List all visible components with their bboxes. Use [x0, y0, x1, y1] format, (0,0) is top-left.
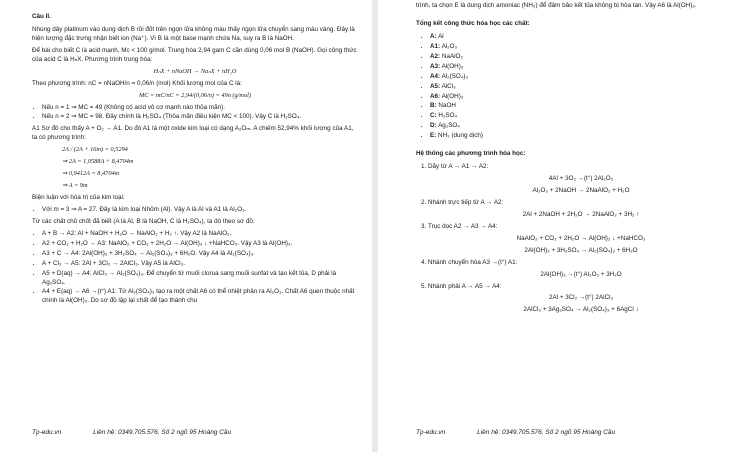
list-item: • A4 + E(aq) → A6 →(t°) A1: Từ Al₂(SO₄)₃ tạo ra một chất A6 có thể nhiệt phân ra Al₂O₃. Chất A6 quen thuộc nhất chính là Al(OH)₃. Do sơ đồ lặp lại chất để tạo thành chu	[42, 288, 358, 306]
paragraph-1: Nhúng dây platinum vào dung dịch B rồi đốt trên ngọn lửa không màu thấy ngọn lửa chuyển sang màu vàng. Đây là hiện tượng đặc trưng nhận biết ion (Na⁺). Vì B là một base mạnh chứa Na, suy ra B là NaOH.	[32, 25, 355, 42]
equation: 2AlCl₃ + 3Ag₂SO₄ → Al₂(SO₄)₃ + 6AgCl ↓	[523, 306, 639, 314]
math-line: ⇒ A = 9m	[62, 182, 88, 190]
summary-title: Tổng kết công thức hóa học các chất:	[416, 19, 530, 27]
list-item: • A2: NaAlO₂	[430, 53, 734, 62]
left-page	[0, 0, 372, 452]
list-item	[428, 223, 734, 256]
list-item	[428, 163, 734, 196]
right-content	[416, 2, 734, 318]
list-item	[428, 283, 734, 316]
list-item: • A + B → A2: Al + NaOH + H₂O → NaAlO₂ + H₂ ↑. Vậy A2 là NaAlO₂.	[42, 230, 358, 239]
item-label: Nhánh chuyển hóa A3 →(t°) A1:	[428, 258, 518, 266]
list-item: • A6: Al(OH)₃	[430, 93, 734, 102]
left-content	[32, 13, 358, 309]
list-item: • E: NH₃ (dung dịch)	[430, 132, 734, 141]
list-item: • A + Cl₂ → A5: 2Al + 3Cl₂ → 2AlCl₃. Vậy A5 là AlCl₃.	[42, 260, 358, 269]
list-item	[428, 259, 734, 280]
equation: 2Al(OH)₃ →(t°) Al₂O₃ + 3H₂O	[540, 270, 622, 278]
footer-contact: Liên hệ: 0349.705.576. Số 2 ngõ 95 Hoàng Cầu	[93, 428, 232, 436]
item-label: Nhánh trực tiếp từ A → A2:	[428, 198, 504, 206]
right-page	[378, 0, 750, 452]
section-title: Câu II.	[32, 13, 51, 20]
list-item: • D: Ag₂SO₄	[430, 122, 734, 131]
paragraph-3: Theo phương trình: nC = nNaOH/n = 0,06/n (mol) Khối lượng mol của C là:	[32, 79, 242, 87]
equation-neutralization: HₙX + nNaOH → NaₙX + nH₂O	[153, 67, 237, 75]
paragraph-top: trình, ta chọn E là dung dịch amoniac (NH₃) để đảm bảo kết tủa không bị hòa tan. Vậy A6 là Al(OH)₃.	[416, 2, 697, 9]
list-item: • Với m = 3 ⇒ A = 27. Đây là kim loại Nhôm (Al). Vậy A là Al và A1 là Al₂O₃.	[42, 206, 358, 215]
math-line: ⇒ 0,9412A = 8,4704m	[62, 170, 120, 178]
item-label: Dãy từ A → A1 → A2:	[428, 163, 489, 171]
math-line: ⇒ 2A = 1,0588A + 8,4704m	[62, 158, 134, 166]
system-title: Hệ thống các phương trình hóa học:	[416, 150, 526, 158]
math-line: 2A / (2A + 16m) = 0,5294	[62, 146, 128, 154]
equation-molar-mass: MC = mC/nC = 2,94/(0,06/n) = 49n (g/mol)	[139, 91, 251, 99]
equation: 4Al + 3O₂ →(t°) 2Al₂O₃	[548, 175, 614, 183]
equation: Al₂O₃ + 2NaOH → 2NaAlO₂ + H₂O	[532, 187, 630, 194]
list-item: • A5: AlCl₃	[430, 83, 734, 92]
footer-site-link[interactable]: Tp-edu.vn	[416, 428, 446, 436]
list-item: • A1: Al₂O₃	[430, 43, 734, 52]
case-list-n	[32, 104, 358, 123]
equation: 2Al(OH)₃ + 3H₂SO₄ → Al₂(SO₄)₃ + 6H₂O	[524, 246, 638, 254]
summary-list	[420, 33, 734, 141]
footer-site-link[interactable]: Tp-edu.vn	[32, 428, 62, 436]
equation: 2Al + 2NaOH + 2H₂O → 2NaAlO₂ + 3H₂ ↑	[522, 210, 640, 218]
paragraph-2: Để bài cho biết C là acid mạnh, Mc < 100 g/mol. Trung hòa 2,94 gam C cần dùng 0,06 mol B (NaOH). Gọi công thức của acid C là HₙX. Phương trình trung hòa:	[32, 46, 357, 63]
right-footer	[416, 428, 615, 437]
list-item	[428, 199, 734, 220]
list-item: • A3 + C → A4: 2Al(OH)₃ + 3H₂SO₄ → Al₂(SO₄)₃ + 6H₂O. Vậy A4 là Al₂(SO₄)₃.	[42, 250, 358, 259]
list-item: • Nếu n = 1 ⇒ MC = 49 (Không có acid vô cơ mạnh nào thỏa mãn).	[42, 104, 358, 113]
paragraph-4: A1 Sơ đồ cho thấy A + O₂ → A1. Do đó A1 là một oxide kim loại có dạng A₂Oₘ. A chiếm 52,94% khối lượng của A1, ta có phương trình:	[32, 125, 354, 142]
equation: 2Al + 3Cl₂ →(t°) 2AlCl₃	[548, 294, 614, 302]
list-item: • Nếu n = 2 ⇒ MC = 98. Đây chính là H₂SO₄ (Thỏa mãn điều kiện MC < 100). Vậy C là H₂SO₄.	[42, 113, 358, 122]
item-label: Nhánh phải A → A5 → A4:	[428, 282, 502, 290]
equation: NaAlO₂ + CO₂ + 2H₂O → Al(OH)₃ ↓ +NaHCO₃	[516, 234, 646, 242]
list-item: • B: NaOH	[430, 102, 734, 111]
paragraph-5: Biện luận với hóa trị của kim loại:	[32, 194, 125, 201]
item-label: Trục dọc A2 → A3 → A4:	[428, 222, 498, 230]
paragraph-6: Từ các chất chủ chốt đã biết (A là Al, B là NaOH, C là H₂SO₄), ta dò theo sơ đồ:	[32, 217, 255, 225]
reaction-list	[32, 230, 358, 307]
list-item: • A3: Al(OH)₃	[430, 63, 734, 72]
case-list-m	[32, 206, 358, 215]
footer-contact: Liên hệ: 0349.705.576. Số 2 ngõ 95 Hoàng Cầu	[477, 428, 616, 436]
left-footer	[32, 428, 231, 437]
list-item: • A2 + CO₂ + H₂O → A3: NaAlO₂ + CO₂ + 2H₂O → Al(OH)₃ ↓ +NaHCO₃. Vậy A3 là Al(OH)₃.	[42, 240, 358, 249]
equation-system-list	[416, 163, 734, 315]
list-item: • A4: Al₂(SO₄)₃	[430, 73, 734, 82]
list-item: • C: H₂SO₄	[430, 112, 734, 121]
math-block	[62, 146, 358, 191]
list-item: • A: Al	[430, 33, 734, 42]
list-item: • A5 + D(aq) → A4: AlCl₃ → Al₂(SO₄)₃. Để chuyển từ muối clorua sang muối sunfat và tạo kết tủa, D phải là Ag₂SO₄.	[42, 270, 358, 288]
